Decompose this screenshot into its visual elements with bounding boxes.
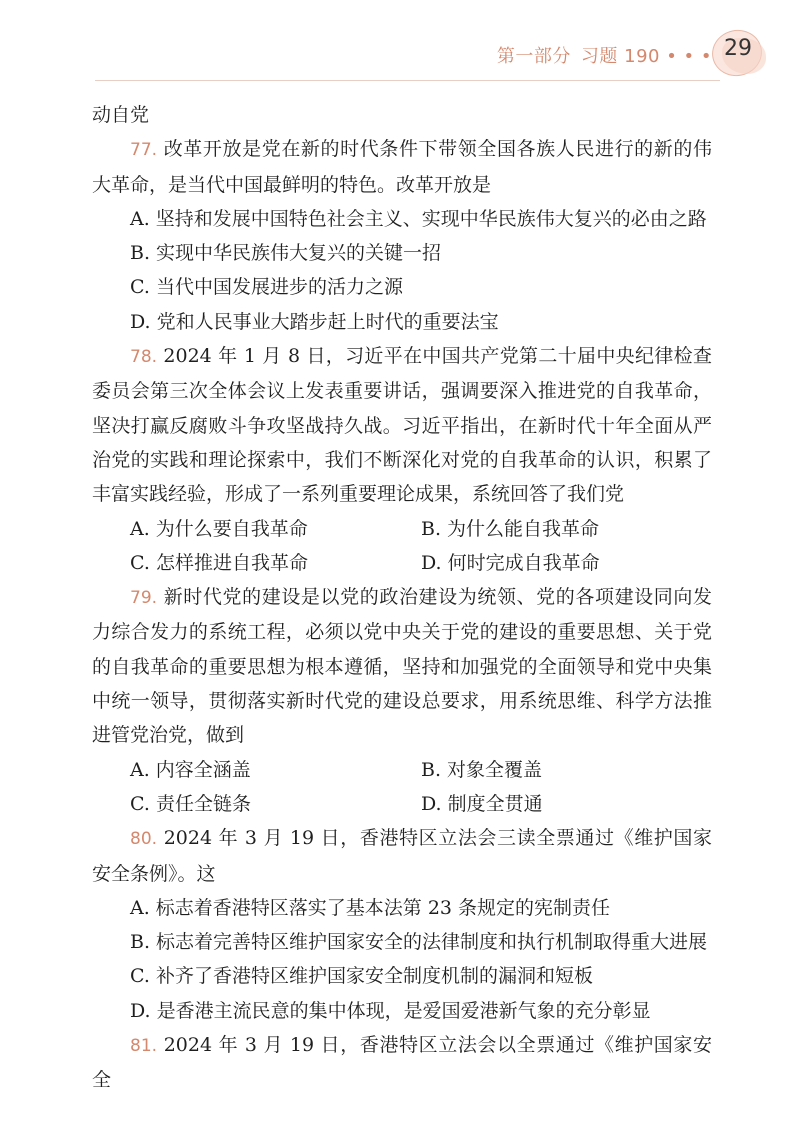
question-number: 78. — [130, 347, 158, 368]
option: B. 为什么能自我革命 — [421, 517, 600, 540]
option: B. 标志着完善特区维护国家安全的法律制度和执行机制取得重大进展 — [130, 931, 708, 954]
option-row — [92, 512, 712, 546]
question-text: 2024 年 3 月 19 日，香港特区立法会以全票通过《维护国家安全 — [92, 1034, 712, 1092]
continued-text: 动自党 — [92, 104, 150, 126]
option: D. 是香港主流民意的集中体现，是爱国爱港新气象的充分彰显 — [130, 999, 651, 1022]
option: C. 补齐了香港特区维护国家安全制度机制的漏洞和短板 — [130, 965, 593, 988]
running-head — [497, 42, 712, 68]
question-77-stem — [92, 132, 712, 202]
page-number-badge — [712, 30, 764, 74]
section-label: 第一部分 — [496, 46, 571, 67]
page-content — [92, 98, 712, 1098]
question-text: 新时代党的建设是以党的政治建设为统领、党的各项建设同向发力综合发力的系统工程，必须以党中央关于党的建设的重要思想、关于党的自我革命的重要思想为根本遵循，坚持和加强党的全面领导和党中央集中统一领导，贯彻落实新时代党的建设总要求，用系统思维、科学方法推进管党治党，做到 — [92, 586, 712, 747]
option-row — [92, 753, 712, 787]
option: C. 怎样推进自我革命 — [130, 551, 308, 574]
page-header — [0, 0, 800, 90]
question-number: 81. — [130, 1036, 158, 1057]
option: D. 何时完成自我革命 — [421, 551, 600, 574]
question-81-stem — [92, 1028, 712, 1098]
header-rule — [95, 80, 720, 81]
question-number: 79. — [130, 588, 158, 609]
option: A. 为什么要自我革命 — [130, 517, 308, 540]
option: A. 标志着香港特区落实了基本法第 23 条规定的宪制责任 — [130, 896, 611, 919]
exercise-label: 习题 190 — [580, 46, 660, 67]
option-row — [92, 787, 712, 821]
page-number: 29 — [724, 36, 752, 61]
question-79-stem — [92, 580, 712, 752]
option-row — [92, 546, 712, 580]
option: B. 对象全覆盖 — [421, 758, 543, 781]
option: B. 实现中华民族伟大复兴的关键一招 — [130, 242, 442, 265]
option: C. 责任全链条 — [130, 792, 251, 815]
question-number: 77. — [130, 140, 158, 161]
question-78-stem — [92, 339, 712, 511]
header-dots: • • • — [666, 46, 712, 67]
option: D. 党和人民事业大踏步赶上时代的重要法宝 — [130, 310, 499, 333]
option: D. 制度全贯通 — [421, 792, 543, 815]
question-80-stem — [92, 821, 712, 891]
question-text: 2024 年 3 月 19 日，香港特区立法会三读全票通过《维护国家安全条例》。这 — [92, 827, 712, 885]
question-number: 80. — [130, 829, 158, 850]
question-text: 2024 年 1 月 8 日，习近平在中国共产党第二十届中央纪律检查委员会第三次全体会议上发表重要讲话，强调要深入推进党的自我革命，坚决打赢反腐败斗争攻坚战持久战。习近平指出，在新时代十年全面从严治党的实践和理论探索中，我们不断深化对党的自我革命的认识，积累了丰富实践经验，形成了一系列重要理论成果，系统回答了我们党 — [92, 345, 712, 506]
question-text: 改革开放是党在新的时代条件下带领全国各族人民进行的新的伟大革命，是当代中国最鲜明的特色。改革开放是 — [92, 138, 712, 196]
option: A. 坚持和发展中国特色社会主义、实现中华民族伟大复兴的必由之路 — [130, 207, 707, 230]
option: C. 当代中国发展进步的活力之源 — [130, 276, 403, 299]
option: A. 内容全涵盖 — [130, 758, 251, 781]
